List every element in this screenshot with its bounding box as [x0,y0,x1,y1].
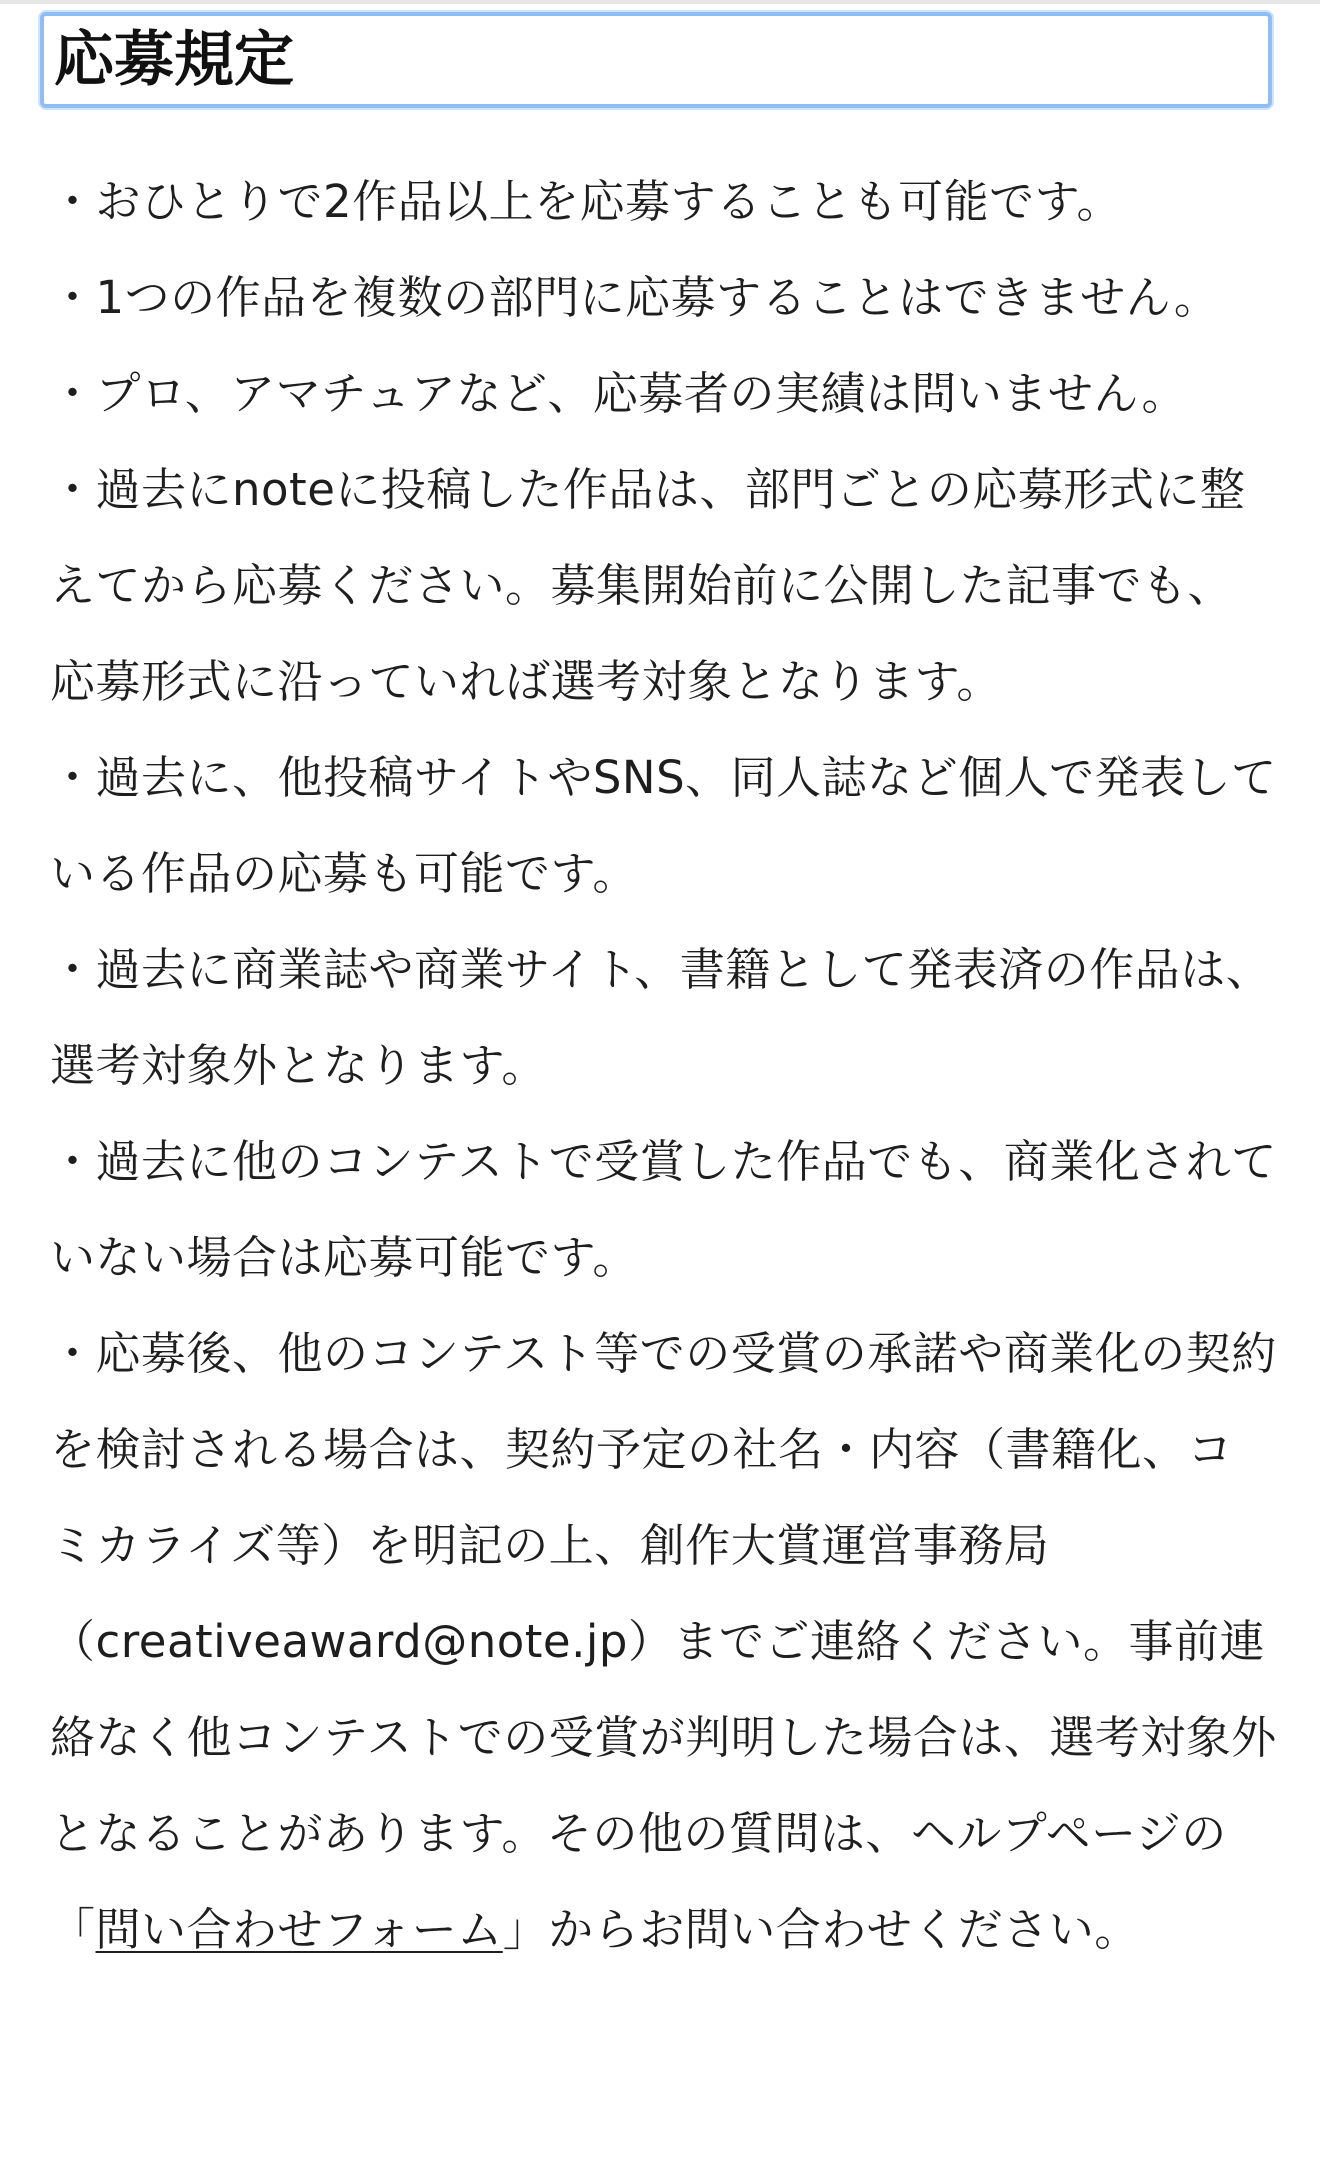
rule-item: ・プロ、アマチュアなど、応募者の実績は問いません。 [50,367,1188,420]
rule-item-contact [50,1306,1278,1978]
inquiry-form-link[interactable]: 問い合わせフォーム [95,1903,503,1956]
top-divider [0,0,1320,4]
rule-item: ・過去に他のコンテストで受賞した作品でも、商業化されていない場合は応募可能です。 [50,1135,1277,1284]
rules-list [50,154,1278,1978]
rule-item: ・過去にnoteに投稿した作品は、部門ごとの応募形式に整えてから応募ください。募集開始前に公開した記事でも、応募形式に沿っていれば選考対象となります。 [50,463,1246,708]
section-heading: 応募規定 [54,25,294,95]
rule-item: ・1つの作品を複数の部門に応募することはできません。 [50,271,1220,324]
rule-text-after-link: 」からお問い合わせください。 [502,1903,1140,1956]
rule-item: ・過去に、他投稿サイトやSNS、同人誌など個人で発表している作品の応募も可能です。 [50,751,1277,900]
heading-box [40,12,1272,108]
rule-item: ・過去に商業誌や商業サイト、書籍として発表済の作品は、選考対象外となります。 [50,943,1272,1092]
rule-item: ・おひとりで2作品以上を応募することも可能です。 [50,175,1123,228]
rule-text-before-link: ・応募後、他のコンテスト等での受賞の承諾や商業化の契約を検討される場合は、契約予定の社名・内容（書籍化、コミカライズ等）を明記の上、創作大賞運営事務局（creativeaward@note.jp）までご連絡ください。事前連絡なく他コンテストでの受賞が判明した場合は、選考対象外となることがあります。その他の質問は、ヘルプページの「 [50,1327,1277,1956]
